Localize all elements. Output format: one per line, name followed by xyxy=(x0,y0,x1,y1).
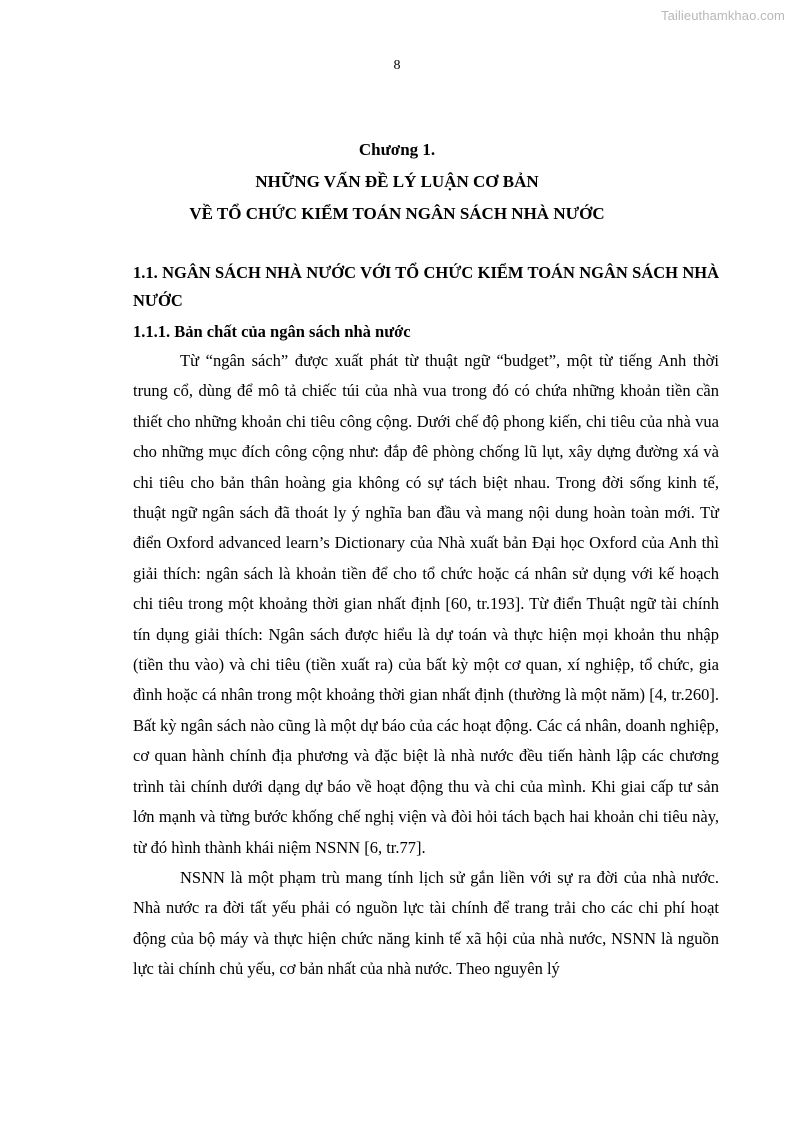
paragraph: Từ “ngân sách” được xuất phát từ thuật ngữ “budget”, một từ tiếng Anh thời trung cổ, dùng để mô tả chiếc túi của nhà vua trong đó có chứa những khoản tiền cần thiết cho những khoản chi tiêu công cộng. Dưới chế độ phong kiến, chi tiêu của nhà vua cho những mục đích công cộng như: đắp đê phòng chống lũ lụt, xây dựng đường xá và chi tiêu cho bản thân hoàng gia không có sự tách biệt nhau. Trong đời sống kinh tế, thuật ngữ ngân sách đã thoát ly ý nghĩa ban đầu và mang nội dung hoàn toàn mới. Từ điển Oxford advanced learn’s Dictionary của Nhà xuất bản Đại học Oxford của Anh thì giải thích: ngân sách là khoản tiền để cho tổ chức hoặc cá nhân sử dụng với kế hoạch chi tiêu trong một khoảng thời gian nhất định [60, tr.193]. Từ điển Thuật ngữ tài chính tín dụng giải thích: Ngân sách được hiểu là dự toán và thực hiện mọi khoản thu nhập (tiền thu vào) và chi tiêu (tiền xuất ra) của bất kỳ một cơ quan, xí nghiệp, tổ chức, gia đình hoặc cá nhân trong một khoảng thời gian nhất định (thường là một năm) [4, tr.260]. Bất kỳ ngân sách nào cũng là một dự báo của các hoạt động. Các cá nhân, doanh nghiệp, cơ quan hành chính địa phương và đặc biệt là nhà nước đều tiến hành lập các chương trình tài chính dưới dạng dự báo về hoạt động thu và chi của mình. Khi giai cấp tư sản lớn mạnh và từng bước khống chế nghị viện và đòi hỏi tách bạch hai khoản chi tiêu này, từ đó hình thành khái niệm NSNN [6, tr.77]. xyxy=(133,351,719,857)
chapter-heading xyxy=(0,134,794,230)
watermark-text: Tailieuthamkhao.com xyxy=(660,8,785,23)
chapter-title: Chương 1. xyxy=(358,140,436,159)
section-heading: 1.1. NGÂN SÁCH NHÀ NƯỚC VỚI TỔ CHỨC KIỂM TOÁN NGÂN SÁCH NHÀ NƯỚC xyxy=(133,263,719,310)
chapter-subtitle-line-2: VỀ TỔ CHỨC KIỂM TOÁN NGÂN SÁCH NHÀ NƯỚC xyxy=(189,204,605,223)
chapter-subtitle-line-1: NHỮNG VẤN ĐỀ LÝ LUẬN CƠ BẢN xyxy=(255,172,539,191)
subsection-heading: 1.1.1. Bản chất của ngân sách nhà nước xyxy=(133,322,411,341)
page-number: 8 xyxy=(393,58,401,73)
body-text xyxy=(133,346,719,985)
paragraph: NSNN là một phạm trù mang tính lịch sử gắn liền với sự ra đời của nhà nước. Nhà nước ra đời tất yếu phải có nguồn lực tài chính để trang trải cho các chi phí hoạt động của bộ máy và thực hiện chức năng kinh tế xã hội của nhà nước, NSNN là nguồn lực tài chính chủ yếu, cơ bản nhất của nhà nước. Theo nguyên lý xyxy=(133,867,719,979)
